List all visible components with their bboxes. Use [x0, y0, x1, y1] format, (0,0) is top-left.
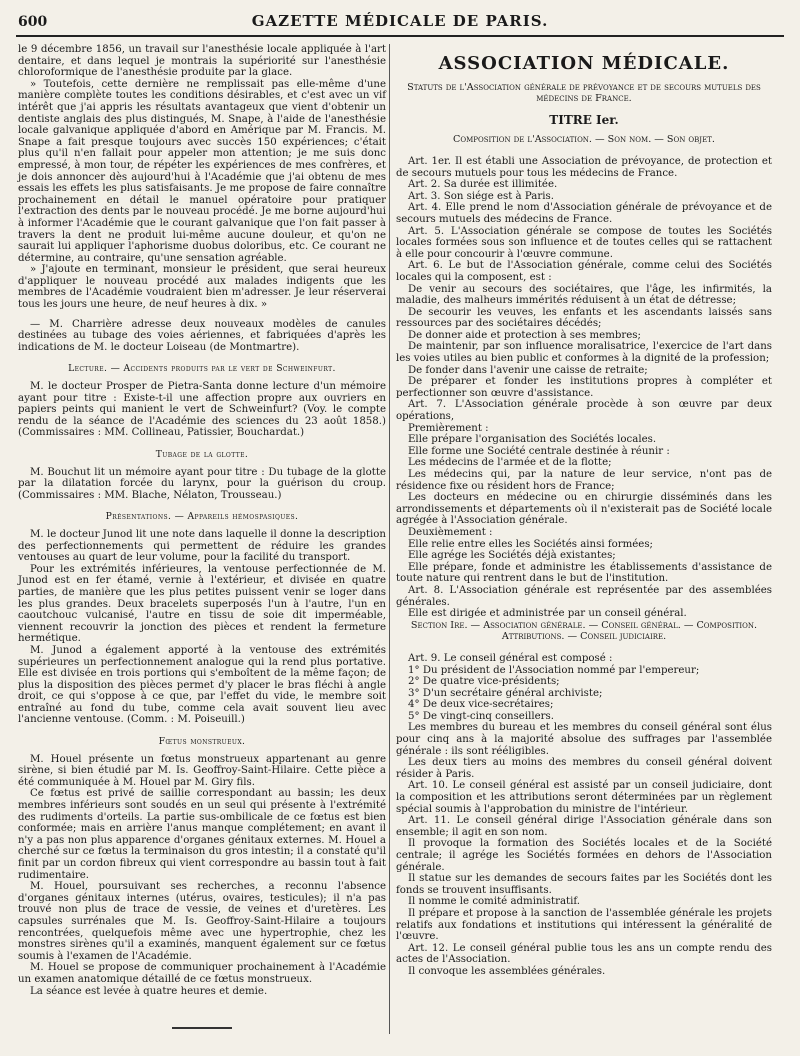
- article-subtitle: Statuts de l'Association générale de prévoyance et de secours mutuels des médecins de France.: [407, 81, 761, 105]
- article-paragraph: De venir au secours des sociétaires, que l'âge, les infirmités, la maladie, des malheurs immérités réduisent à un état de détresse;: [396, 283, 772, 307]
- article-paragraph: De secourir les veuves, les enfants et les ascendants laissés sans ressources par des sociétaires décédés;: [396, 306, 772, 330]
- section-heading-foetus: Fœtus monstrueux.: [158, 736, 246, 748]
- article-paragraph: Elle agrége les Sociétés déjà existantes;: [408, 550, 616, 562]
- article-paragraph: 3° D'un secrétaire général archiviste;: [408, 687, 603, 699]
- right-column: [396, 44, 772, 978]
- paragraph: Ce fœtus est privé de saillie correspondant au bassin; les deux membres inférieurs sont soudés en un seul qui présente à l'extrémité des rudiments d'orteils. La partie sus-ombilicale de ce fœtus est bien conformée; mais en arrière l'anus manque complétement; en avant il n'y a pas non plus apparence d'organes génitaux externes. M. Houel a cherché sur ce fœtus la terminaison du gros intestin; il a constaté qu'il finit par un cordon fibreux qui vient correspondre au bassin tout à fait rudimentaire.: [18, 788, 386, 881]
- paragraph: » J'ajoute en terminant, monsieur le président, que serai heureux d'appliquer le nouveau procédé aux malades indigents que les membres de l'Académie voudraient bien m'adresser. Je leur réserverai tous les jours une heure, de neuf heures à dix. »: [18, 264, 386, 311]
- article-paragraph: Elle est dirigée et administrée par un conseil général.: [408, 608, 687, 620]
- article-paragraph: De maintenir, par son influence moralisatrice, l'exercice de l'art dans les voies utiles au bien public et conformes à la dignité de la profession;: [396, 341, 772, 365]
- article-paragraph: 1° Du président de l'Association nommé par l'empereur;: [408, 664, 700, 676]
- header-rule: [16, 35, 784, 37]
- paragraph: M. Houel se propose de communiquer prochainement à l'Académie un examen anatomique détaillé de ce fœtus monstrueux.: [18, 962, 386, 985]
- article-paragraph: Elle prépare, fonde et administre les établissements d'assistance de toute nature qui rentrent dans le but de l'institution.: [396, 561, 772, 585]
- journal-title: GAZETTE MÉDICALE DE PARIS.: [251, 12, 549, 30]
- articles-1-8: [396, 156, 772, 620]
- section-heading-presentations: Présentations. — Appareils hémospasiques.: [105, 511, 299, 523]
- paragraph: M. Houel présente un fœtus monstrueux appartenant au genre sirène, si bien étudié par M. Is. Geoffroy-Saint-Hilaire. Cette pièce a été communiquée à M. Houel par M. Giry fils.: [18, 753, 386, 788]
- article-paragraph: Art. 5. L'Association générale se compose de toutes les Sociétés locales formées sous son influence et de toutes celles qui se rattachent à elle pour concourir à l'œuvre commune.: [396, 225, 772, 260]
- article-paragraph: Art. 11. Le conseil général dirige l'Association générale dans son ensemble; il agit en son nom.: [396, 815, 772, 838]
- article-paragraph: Il statue sur les demandes de secours faites par les Sociétés dont les fonds se trouvent insuffisants.: [396, 873, 772, 896]
- article-paragraph: Art. 9. Le conseil général est composé :: [408, 652, 613, 664]
- article-paragraph: Art. 6. Le but de l'Association générale, comme celui des Sociétés locales qui la composent, est :: [396, 260, 772, 283]
- article-paragraph: Art. 12. Le conseil général publie tous les ans un compte rendu des actes de l'Association.: [396, 942, 772, 966]
- page-number: 600: [18, 14, 48, 30]
- article-paragraph: De préparer et fonder les institutions propres à compléter et perfectionner son œuvre d'assistance.: [396, 376, 772, 399]
- article-paragraph: Les docteurs en médecine ou en chirurgie disséminés dans les arrondissements et départements où il n'existerait pas de Société locale agrégée à l'Association générale.: [396, 492, 772, 527]
- article-paragraph: Il prépare et propose à la sanction de l'assemblée générale les projets relatifs aux fondations et institutions qui intéressent la généralité de l'œuvre.: [396, 907, 772, 943]
- page-header: [0, 0, 800, 40]
- article-paragraph: 2° De quatre vice-présidents;: [408, 676, 560, 688]
- article-paragraph: Les deux tiers au moins des membres du conseil général doivent résider à Paris.: [396, 757, 772, 780]
- article-paragraph: Art. 4. Elle prend le nom d'Association générale de prévoyance et de secours mutuels des médecins de France.: [396, 202, 772, 225]
- paragraph: M. Houel, poursuivant ses recherches, a reconnu l'absence d'organes génitaux internes (utérus, ovaires, testicules); il n'a pas trouvé non plus de trace de vessie, de veines et d'uretères. Les capsules surrénales que M. Is. Geoffroy-Saint-Hilaire a toujours rencontrées, quelquefois même avec une hypertrophie, chez les monstres sirènes qu'il a examinés, manquent également sur ce fœtus soumis à l'examen de l'Académie.: [18, 881, 386, 962]
- article-paragraph: Art. 1er. Il est établi une Association de prévoyance, de protection et de secours mutuels pour tous les médecins de France.: [396, 155, 772, 179]
- article-paragraph: Art. 10. Le conseil général est assisté par un conseil judiciaire, dont la composition et les attributions seront déterminées par un règlement spécial soumis à l'approbation du ministre de l'intérieur.: [396, 780, 772, 815]
- paragraph: le 9 décembre 1856, un travail sur l'anesthésie locale appliquée à l'art dentaire, et dans lequel je montrais la supériorité sur l'anesthésie chloroformique de l'anesthésie produite par la glace.: [18, 44, 386, 79]
- article-paragraph: Les médecins qui, par la nature de leur service, n'ont pas de résidence fixe ou résident hors de France;: [396, 469, 772, 492]
- article-paragraph: Art. 2. Sa durée est illimitée.: [408, 179, 558, 191]
- end-rule: [172, 1027, 232, 1029]
- paragraph: M. Bouchut lit un mémoire ayant pour titre : Du tubage de la glotte par la dilatation forcée du larynx, pour la guérison du croup. (Commissaires : MM. Blache, Nélaton, Trousseau.): [18, 466, 386, 501]
- closing-line: La séance est levée à quatre heures et demie.: [30, 985, 268, 997]
- article-paragraph: De fonder dans l'avenir une caisse de retraite;: [408, 364, 648, 376]
- article-paragraph: Il provoque la formation des Sociétés locales et de la Société centrale; il agrége les Sociétés formées en dehors de l'Association générale.: [396, 838, 772, 873]
- article-paragraph: Art. 3. Son siége est à Paris.: [408, 190, 554, 202]
- article-paragraph: 4° De deux vice-secrétaires;: [408, 699, 554, 711]
- article-paragraph: Les médecins de l'armée et de la flotte;: [408, 457, 612, 469]
- article-paragraph: Premièrement :: [408, 422, 489, 434]
- left-column: [18, 44, 386, 1029]
- article-paragraph: Il nomme le comité administratif.: [408, 896, 581, 908]
- article-paragraph: De donner aide et protection à ses membres;: [408, 329, 641, 341]
- section-heading-composition: Composition de l'Association. — Son nom. — Son objet.: [453, 134, 715, 146]
- article-paragraph: Elle prépare l'organisation des Sociétés locales.: [408, 434, 657, 446]
- article-paragraph: 5° De vingt-cinq conseillers.: [408, 710, 554, 722]
- articles-9-12: [396, 653, 772, 978]
- section-heading-tubage: Tubage de la glotte.: [155, 449, 249, 460]
- paragraph: M. Junod a également apporté à la ventouse des extrémités supérieures un perfectionnement analogue qui la rend plus portative. Elle est divisée en trois portions qui s'emboîtent de la même façon; de plus la disposition des pièces permet d'y placer le bras fléchi à angle droit, ce qui s'oppose à ce que, par l'effet du vide, le membre soit entraîné au fond du tube, comme cela avait souvent lieu avec l'ancienne ventouse. (Comm. : M. Poiseuill.): [18, 644, 386, 726]
- paragraph: — M. Charrière adresse deux nouveaux modèles de canules destinées au tubage des voies aériennes, et fabriquées d'après les indications de M. le docteur Loiseau (de Montmartre).: [18, 318, 386, 353]
- column-divider: [389, 44, 390, 1034]
- article-title: ASSOCIATION MÉDICALE.: [438, 53, 730, 74]
- paragraph: » Toutefois, cette dernière ne remplissait pas elle-même d'une manière complète toutes les conditions désirables, et c'est avec un vif intérêt que j'ai appris les résultats avantageux que vient d'obtenir un dentiste anglais des plus distingués, M. Snape, à l'aide de l'anesthésie locale galvanique appliquée d'abord en Amérique par M. Francis. M. Snape a fait presque toujours avec succès 150 expériences; c'était plus qu'il n'en fallait pour appeler mon attention; je me suis donc empressé, à mon tour, de répéter les expériences de mes confrères, et je dois annoncer dès aujourd'hui à l'Académie que j'ai obtenu de mes essais les effets les plus satisfaisants. Je me propose de faire connaître prochainement en détail le manuel opératoire pour pratiquer l'extraction des dents par le nouveau procédé. Je me borne aujourd'hui à informer l'Académie que le courant galvanique que l'on fait passer à travers la dent ne produit lui-même aucune douleur, et qu'on ne saurait lui appliquer l'aphorisme duobus doloribus, etc. Ce courant ne détermine, au contraire, qu'une sensation agréable.: [18, 78, 386, 264]
- article-paragraph: Elle forme une Société centrale destinée à réunir :: [408, 445, 670, 457]
- titre-heading: TITRE Ier.: [549, 112, 619, 127]
- paragraph: M. le docteur Prosper de Pietra-Santa donne lecture d'un mémoire ayant pour titre : Existe-t-il une affection propre aux ouvriers en papiers peints qui manient le vert de Schweinfurt? (Voy. le compte rendu de la séance de l'Académie des sciences du 23 août 1858.) (Commissaires : MM. Collineau, Patissier, Bouchardat.): [18, 381, 386, 439]
- article-paragraph: Art. 7. L'Association générale procède à son œuvre par deux opérations,: [396, 399, 772, 423]
- article-paragraph: Les membres du bureau et les membres du conseil général sont élus pour cinq ans à la majorité absolue des suffrages par l'assemblée générale : ils sont rééligibles.: [396, 722, 772, 757]
- article-paragraph: Art. 8. L'Association générale est représentée par des assemblées générales.: [396, 584, 772, 608]
- section-heading-conseil: Section Ire. — Association générale. — Conseil général. — Composition. Attributions. — Conseil judiciaire.: [410, 619, 758, 643]
- section-heading-lecture: Lecture. — Accidents produits par le vert de Schweinfurt.: [68, 363, 336, 375]
- paragraph: M. le docteur Junod lit une note dans laquelle il donne la description des perfectionnements qui permettent de réduire les grandes ventouses au quart de leur volume, pour la facilité du transport.: [18, 528, 386, 564]
- article-paragraph: Elle relie entre elles les Sociétés ainsi formées;: [408, 538, 653, 550]
- paragraph: Pour les extrémités inférieures, la ventouse perfectionnée de M. Junod est en fer étamé, vernie à l'extérieur, et divisée en quatre parties, de manière que les plus petites puissent venir se loger dans les plus grandes. Deux bracelets superposés l'un à l'autre, l'un en caoutchouc vulcanisé, l'autre en tissu de soie dit imperméable, viennent recouvrir la jonction des pièces et rendent la fermeture hermétique.: [18, 563, 386, 645]
- article-paragraph: Deuxièmement :: [408, 526, 493, 538]
- article-paragraph: Il convoque les assemblées générales.: [408, 965, 606, 977]
